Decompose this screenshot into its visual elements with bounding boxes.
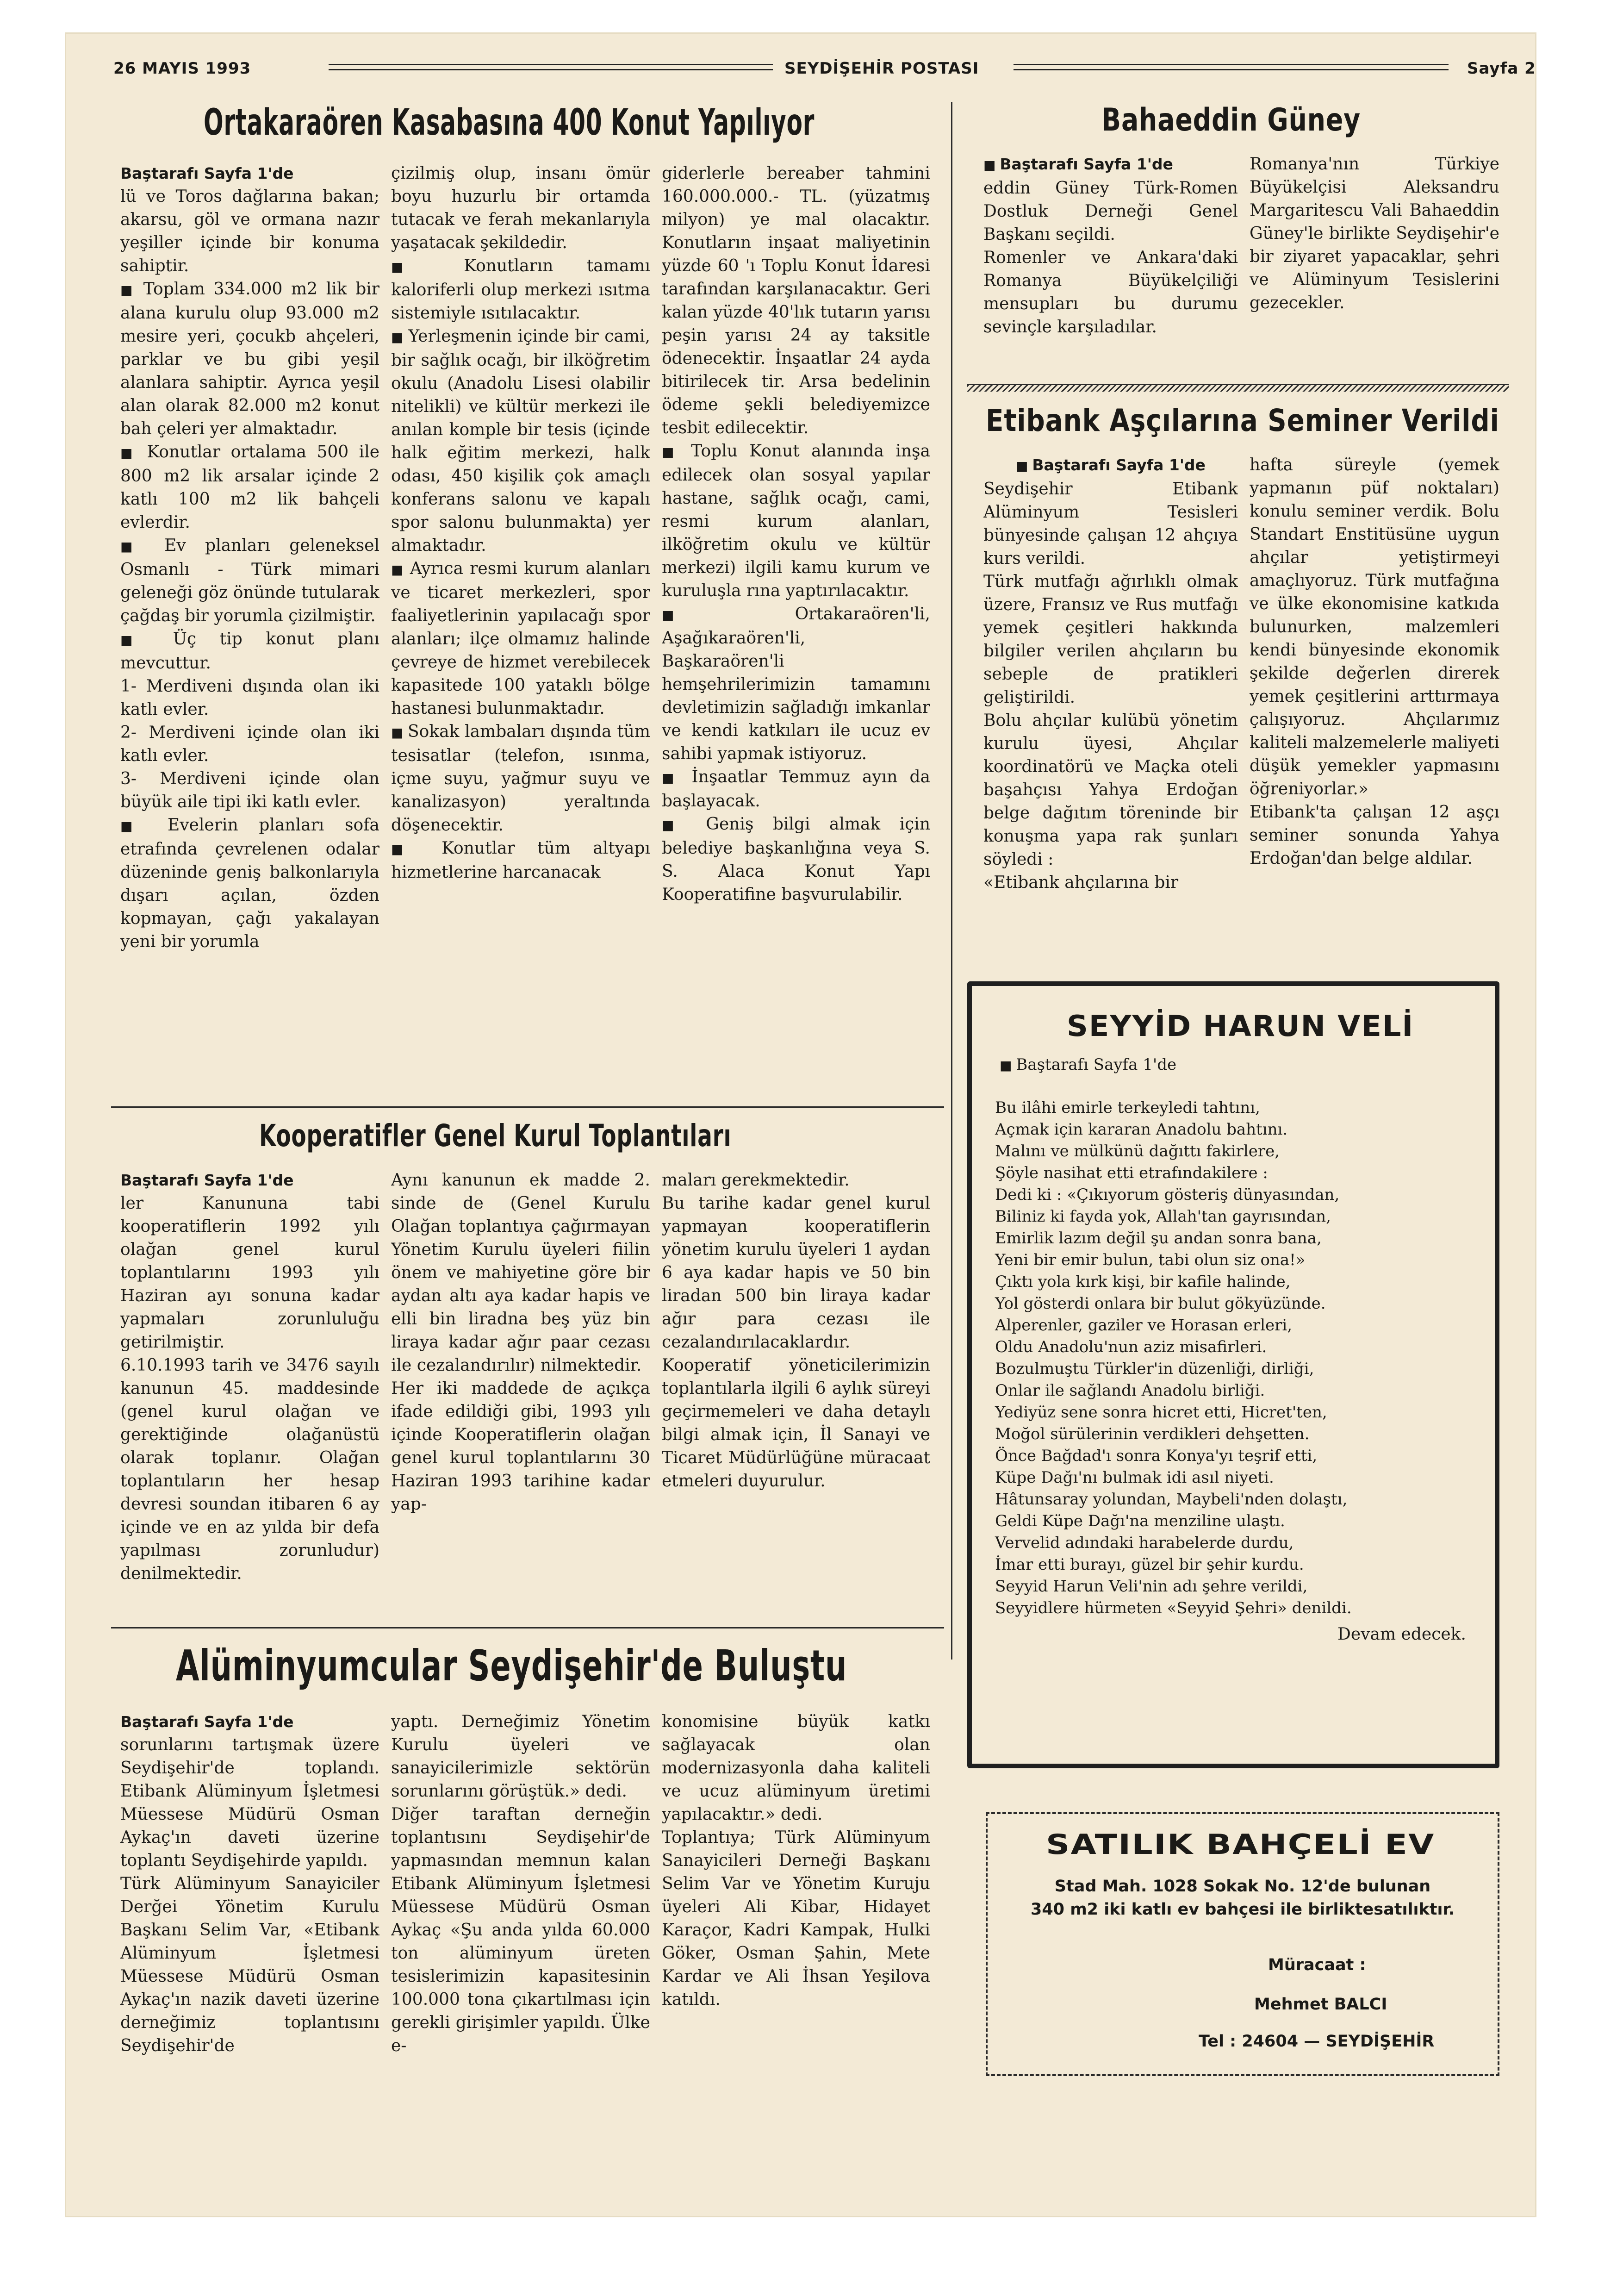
article5-paragraph: Bolu ahçılar kulübü yönetim kurulu üyesi, Ahçılar koordinatörü ve Maçka oteli başahçısı Yahya Erdoğan belge dağıtım töreninde bir konuşma yapa rak şunları söyledi : — [983, 711, 1238, 869]
ad-contact-name: Mehmet BALCI — [1254, 1995, 1387, 2014]
article5-column-2 — [1250, 454, 1499, 958]
ad-address: Stad Mah. 1028 Sokak No. 12'de bulunan — [1054, 1877, 1431, 1896]
poem-title: SEYYİD HARUN VELİ — [1067, 1009, 1414, 1043]
article2-paragraph: Bu tarihe kadar genel kurul yapmayan kooperatiflerin yönetim kurulu üyeleri 1 aydan 6 aya kadar hapis ve 50 bin liradan 500 bin liraya kadar ağır para cezası ile cezalandırılacaklardır. — [662, 1194, 930, 1352]
article5-paragraph: «Etibank ahçılarına bir — [983, 873, 1179, 892]
poem-continued-note: Devam edecek. — [1337, 1625, 1466, 1644]
article2-paragraph: ler Kanununa tabi kooperatiflerin 1992 yılı olağan genel kurul toplantılarını 1993 yılı Haziran ayı sonuna kadar yapmaları zorunluluğu getirilmiştir. — [120, 1194, 379, 1352]
poem-line: Küpe Dağı'nı bulmak idi asıl niyeti. — [995, 1468, 1274, 1487]
article1-paragraph: ■ Konutlar tüm altyapı hizmetlerine harcanacak — [391, 837, 650, 884]
article5-paragraph: Seydişehir Etibank Alüminyum Tesisleri bünyesinde çalışan 12 ahçıya kurs verildi. — [983, 480, 1238, 568]
poem-line: Oldu Anadolu'nun aziz misafirleri. — [995, 1338, 1267, 1356]
article4-column-1 — [983, 153, 1238, 375]
article1-column-2 — [391, 162, 650, 1097]
article3-paragraph: Toplantıya; Türk Alüminyum Sanayicileri Derneği Başkanı Selim Var ve Yönetim Kuruju üyeleri Ali Kibar, Hidayet Karaçor, Kadri Kampak, Hulki Göker, Osman Şahin, Mete Kardar ve Ali İhsan Yeşilova katıldı. — [662, 1828, 930, 2009]
article3-paragraph: Türk Alüminyum Sanayiciler Derğei Yönetim Kurulu Başkanı Selim Var, «Etibank Alüminyum İşletmesi Müessese Müdürü Osman Aykaç'ın nazik daveti üzerine derneğimiz toplantısını Seydişehir'de — [120, 1874, 379, 2055]
poem-line: Hâtunsaray yolundan, Maybeli'nden dolaştı, — [995, 1490, 1348, 1509]
article3-column-2 — [391, 1710, 650, 2141]
newspaper-page — [65, 32, 1536, 2217]
article1-paragraph: ■ Evelerin planları sofa etrafında çevrelenen odalar düzeninde geniş balkonlarıyla dışarı açılan, özden kopmayan, çağı yakalayan yeni bir yorumla — [120, 814, 379, 954]
article4-column-2 — [1250, 153, 1499, 375]
article1-paragraph: 3- Merdiveni içinde olan büyük aile tipi iki katlı evler. — [120, 769, 379, 811]
article4-headline: Bahaeddin Güney — [1101, 102, 1361, 138]
article3-continued-from: Baştarafı Sayfa 1'de — [120, 1713, 294, 1731]
article5-paragraph: Etibank'ta çalışan 12 aşçı seminer sonunda Yahya Erdoğan'dan belge aldılar. — [1250, 803, 1499, 868]
poem-line: Dedi ki : «Çıkıyorum gösteriş dünyasından, — [995, 1185, 1340, 1204]
article5-paragraph: hafta süreyle (yemek yapmanın püf noktaları) konulu seminer verdik. Bolu Standart Enstitüsüne uygun ahçılar yetiştirmeyi amaçlıyoruz. Türk mutfağına ve ülke ekonomisine katkıda bulunurken, malzemleri kendi bünyesinde ekonomik şekilde değerlen direrek yemek çeşitlerini arttırmaya çalışıyoruz. Ahçılarımız kaliteli malzemelerle maliyeti düşük yemekler yapmasını öğreniyorlar.» — [1250, 455, 1499, 799]
ad-title: SATILIK BAHÇELİ EV — [1046, 1828, 1435, 1861]
poem-line: Bozulmuştu Türkler'in düzenliği, dirliği, — [995, 1360, 1314, 1378]
article2-bottom-rule — [111, 1627, 944, 1628]
article1-paragraph: ■ Toplam 334.000 m2 lik bir alana kurulu olup 93.000 m2 mesire yeri, çocukb ahçeleri, parklar ve bu gibi yeşil alanlara sahiptir. Ayrıca yeşil alan olarak 82.000 m2 konut bah çeleri yer almaktadır. — [120, 278, 379, 441]
column-divider — [951, 102, 952, 1660]
article2-paragraph: Aynı kanunun ek madde 2. sinde de (Genel Kurulu Olağan toplantıya çağırmayan Yönetim Kurulu üyeleri fiilin önem ve mahiyetine göre bir aydan altı aya kadar hapis ve elli bin liradna beş yüz bin liraya kadar ağır paar cezası ile cezalandırılır) nilmektedir. — [391, 1171, 650, 1375]
article1-paragraph: giderlerle bereaber tahmini 160.000.000.- TL. (yüzatmış milyon) ye mal olacaktır. Konutların inşaat maliyetinin yüzde 60 'ı Toplu Konut İdaresi tarafından karşılanacaktır. Geri kalan yüzde 40'lık tutarın yarısı peşin yarısı 24 ay taksitle ödenecektir. İnşaatlar 24 ayda bitirilecek tir. Arsa bedelinin ödeme şekli belediyemizce tesbit edilecektir. — [662, 164, 930, 437]
article4-continued-from: Baştarafı Sayfa 1'de — [1000, 155, 1173, 173]
article1-paragraph: ■ Sokak lambaları dışında tüm tesisatlar (telefon, ısınma, içme suyu, yağmur suyu ve kanalizasyon) yeraltında döşenecektir. — [391, 720, 650, 837]
article5-paragraph: Türk mutfağı ağırlıklı olmak üzere, Fransız ve Rus mutfağı yemek çeşitleri hakkında bilgiler verilen ahçıların bu sebeple de pratikleri geliştirildi. — [983, 572, 1238, 707]
article3-paragraph: sorunlarını tartışmak üzere Seydişehir'de toplandı. Etibank Alüminyum İşletmesi Müessese Müdürü Osman Aykaç'ın daveti üzerine toplantı Seydişehirde yapıldı. — [120, 1735, 379, 1870]
article3-paragraph: yaptı. Derneğimiz Yönetim Kurulu üyeleri ve sanayicilerimizle sektörün sorunlarını görüştük.» dedi. — [391, 1712, 650, 1801]
article3-column-3 — [662, 1710, 930, 2141]
article1-paragraph: ■ Üç tip konut planı mevcuttur. — [120, 628, 379, 675]
page-number: Sayfa 2 — [1467, 59, 1536, 78]
article1-continued-from: Baştarafı Sayfa 1'de — [120, 164, 294, 182]
article2-paragraph: Her iki maddede de açıkça ifade edildiği gibi, 1993 yılı içinde Kooperatiflerin olağan genel kurul toplantılarını 30 Haziran 1993 tarihine kadar yap- — [391, 1379, 650, 1514]
ad-description: 340 m2 iki katlı ev bahçesi ile birliktesatılıktır. — [1030, 1900, 1455, 1919]
poem-line: Onlar ile sağlandı Anadolu birliği. — [995, 1381, 1265, 1400]
issue-date: 26 MAYIS 1993 — [113, 59, 251, 78]
article2-column-1 — [120, 1169, 379, 1618]
article5-headline: Etibank Aşçılarına Seminer Verildi — [986, 403, 1499, 438]
poem-body — [995, 1097, 1490, 1619]
article4-paragraph: eddin Güney Türk-Romen Dostluk Derneği Genel Başkanı seçildi. — [983, 179, 1238, 244]
poem-line: Şöyle nasihat etti etrafındakilere : — [995, 1164, 1268, 1182]
article3-paragraph: konomisine büyük katkı sağlayacak olan modernizasyonla daha kaliteli ve ucuz alüminyum üretimi yapılacaktır.» dedi. — [662, 1712, 930, 1824]
poem-line: Geldi Küpe Dağı'na menziline ulaştı. — [995, 1512, 1285, 1530]
poem-line: Çıktı yola kırk kişi, bir kafile halinde, — [995, 1273, 1291, 1291]
ad-contact-label: Müracaat : — [1268, 1956, 1366, 1974]
zigzag-divider — [967, 384, 1509, 392]
article4-paragraph: Romenler ve Ankara'daki Romanya Büyükelçiliği mensupları bu durumu sevinçle karşıladılar. — [983, 248, 1238, 337]
article4-paragraph: Romanya'nın Türkiye Büyükelçisi Aleksandru Margaritescu Vali Bahaeddin Güney'le birlikte Seydişehir'e bir ziyaret yapacaklar, şehri ve Alüminyum Tesislerini gezecekler. — [1250, 155, 1499, 312]
poem-line: Malını ve mülkünü dağıttı fakirlere, — [995, 1142, 1280, 1160]
article3-paragraph: Diğer taraftan derneğin toplantısını Seydişehir'de yapmasından memnun kalan Etibank Alüminyum İşletmesi Müessese Müdürü Osman Aykaç «Şu anda yılda 60.000 ton alüminyum üreten tesislerimizin kapasitesinin 100.000 tona çıkartılması için gerekli girişimler yapıldı. Ülke e- — [391, 1805, 650, 2055]
article3-headline: Alüminyumcular Seydişehir'de Buluştu — [176, 1641, 847, 1691]
poem-line: Yol gösterdi onlara bir bulut gökyüzünde. — [995, 1294, 1326, 1313]
article5-continued-from: Baştarafı Sayfa 1'de — [1032, 456, 1206, 474]
article2-paragraph: 6.10.1993 tarih ve 3476 sayılı kanunun 45. maddesinde (genel kurul olağan ve gerektiğinde olağanüstü olarak toplanır. Olağan toplantıların her hesap devresi soundan itibaren 6 ay içinde ve en az yılda bir defa yapılması zorunludur) denilmektedir. — [120, 1356, 379, 1583]
poem-line: Biliniz ki fayda yok, Allah'tan gayrısından, — [995, 1207, 1331, 1226]
article5-column-1 — [983, 454, 1238, 958]
poem-line: Seyyidlere hürmeten «Seyyid Şehri» denildi. — [995, 1599, 1352, 1617]
poem-line: Yediyüz sene sonra hicret etti, Hicret'ten, — [995, 1403, 1327, 1422]
article1-paragraph: ■ Geniş bilgi almak için belediye başkanlığına veya S. S. Alaca Konut Yapı Kooperatifine başvurulabilir. — [662, 813, 930, 906]
header-rule-left — [329, 64, 773, 70]
article2-column-2 — [391, 1169, 650, 1618]
poem-lead: Baştarafı Sayfa 1'de — [1016, 1055, 1177, 1074]
article2-paragraph: maları gerekmektedir. — [662, 1171, 850, 1190]
poem-continued-from: ■ Baştarafı Sayfa 1'de — [1000, 1055, 1177, 1074]
article1-paragraph: ■ Konutların tamamı kaloriferli olup merkezi ısıtma sistemiyle ısıtılacaktır. — [391, 255, 650, 325]
poem-line: Önce Bağdad'ı sonra Konya'yı teşrif etti, — [995, 1447, 1318, 1465]
article1-paragraph: ■ Toplu Konut alanında inşa edilecek olan sosyal yapılar hastane, sağlık ocağı, cami, resmi kurum alanları, ilköğretim okulu ve kültür merkezi) ilgili kamu kurum ve kuruluşla rına yaptırılacaktır. — [662, 440, 930, 603]
newspaper-name: SEYDİŞEHİR POSTASI — [784, 59, 979, 78]
article1-column-1 — [120, 162, 379, 1097]
article1-column-3 — [662, 162, 930, 1097]
article2-column-3 — [662, 1169, 930, 1618]
article1-bottom-rule — [111, 1106, 944, 1108]
poem-line: İmar etti burayı, güzel bir şehir kurdu. — [995, 1555, 1304, 1574]
article3-column-1 — [120, 1710, 379, 2141]
article2-paragraph: Kooperatif yöneticilerimizin toplantılarla ilgili 6 aylık süreyi geçirmemeleri ve daha detaylı bilgi almak için, İl Sanayi ve Ticaret Müdürlüğüne müracaat etmeleri duyurulur. — [662, 1356, 930, 1491]
poem-line: Açmak için kararan Anadolu bahtını. — [995, 1120, 1288, 1139]
article1-paragraph: ■ Ev planları geleneksel Osmanlı - Türk mimari geleneği göz önünde tutularak çağdaş bir yorumla çizilmiştir. — [120, 534, 379, 628]
ad-contact-phone: Tel : 24604 — SEYDİŞEHİR — [1199, 2032, 1435, 2051]
header-rule-right — [1014, 64, 1449, 70]
poem-line: Seyyid Harun Veli'nin adı şehre verildi, — [995, 1577, 1308, 1596]
article1-paragraph: ■ Yerleşmenin içinde bir cami, bir sağlık ocağı, bir ilköğretim okulu (Anadolu Lisesi olabilir nitelikli) ve kültür merkezi ile anılan komple bir tesis (içinde halk eğitim merkezi, halk odası, 450 kişilik çok amaçlı konferans salonu ve kapalı spor salonu bulunmakta) yer almaktadır. — [391, 325, 650, 557]
article1-paragraph: 2- Merdiveni içinde olan iki katlı evler. — [120, 723, 379, 765]
article1-paragraph: ■ Konutlar ortalama 500 ile 800 m2 lik arsalar içinde 2 katlı 100 m2 lik bahçeli evlerdir. — [120, 441, 379, 534]
article1-paragraph: lü ve Toros dağlarına bakan; akarsu, göl ve ormana nazır yeşiller içinde bir konuma sahiptir. — [120, 187, 379, 275]
poem-line: Emirlik lazım değil şu andan sonra bana, — [995, 1229, 1322, 1248]
poem-line: Bu ilâhi emirle terkeyledi tahtını, — [995, 1098, 1260, 1117]
article1-headline: Ortakaraören Kasabasına 400 Konut Yapılıyor — [204, 102, 815, 144]
poem-line: Moğol sürülerinin verdikleri dehşetten. — [995, 1425, 1310, 1443]
article1-paragraph: ■ İnşaatlar Temmuz ayın da başlayacak. — [662, 766, 930, 813]
poem-line: Vervelid adındaki harabelerde durdu, — [995, 1534, 1294, 1552]
poem-line: Alperenler, gaziler ve Horasan erleri, — [995, 1316, 1293, 1335]
poem-line: Yeni bir emir bulun, tabi olun siz ona!» — [995, 1251, 1306, 1269]
article1-paragraph: çizilmiş olup, insanı ömür boyu huzurlu bir ortamda tutacak ve ferah mekanlarıyla yaşatacak şekildedir. — [391, 164, 650, 252]
article1-paragraph: 1- Merdiveni dışında olan iki katlı evler. — [120, 677, 379, 719]
article1-paragraph: ■ Ortakaraören'li, Aşağıkaraören'li, Başkaraören'li hemşehrilerimizin tamamını devletimizin sağladığı imkanlar ve kendi katkıları ile ucuz ev sahibi yapmak istiyoruz. — [662, 603, 930, 766]
article2-headline: Kooperatifler Genel Kurul Toplantıları — [259, 1118, 732, 1154]
article2-continued-from: Baştarafı Sayfa 1'de — [120, 1171, 294, 1189]
article1-paragraph: ■ Ayrıca resmi kurum alanları ve ticaret merkezleri, spor faaliyetlerinin yapılacağı spor alanları; ilçe olmamız halinde çevreye de hizmet verebilecek kapasitede 100 yataklı bölge hastanesi bulunmaktadır. — [391, 557, 650, 720]
